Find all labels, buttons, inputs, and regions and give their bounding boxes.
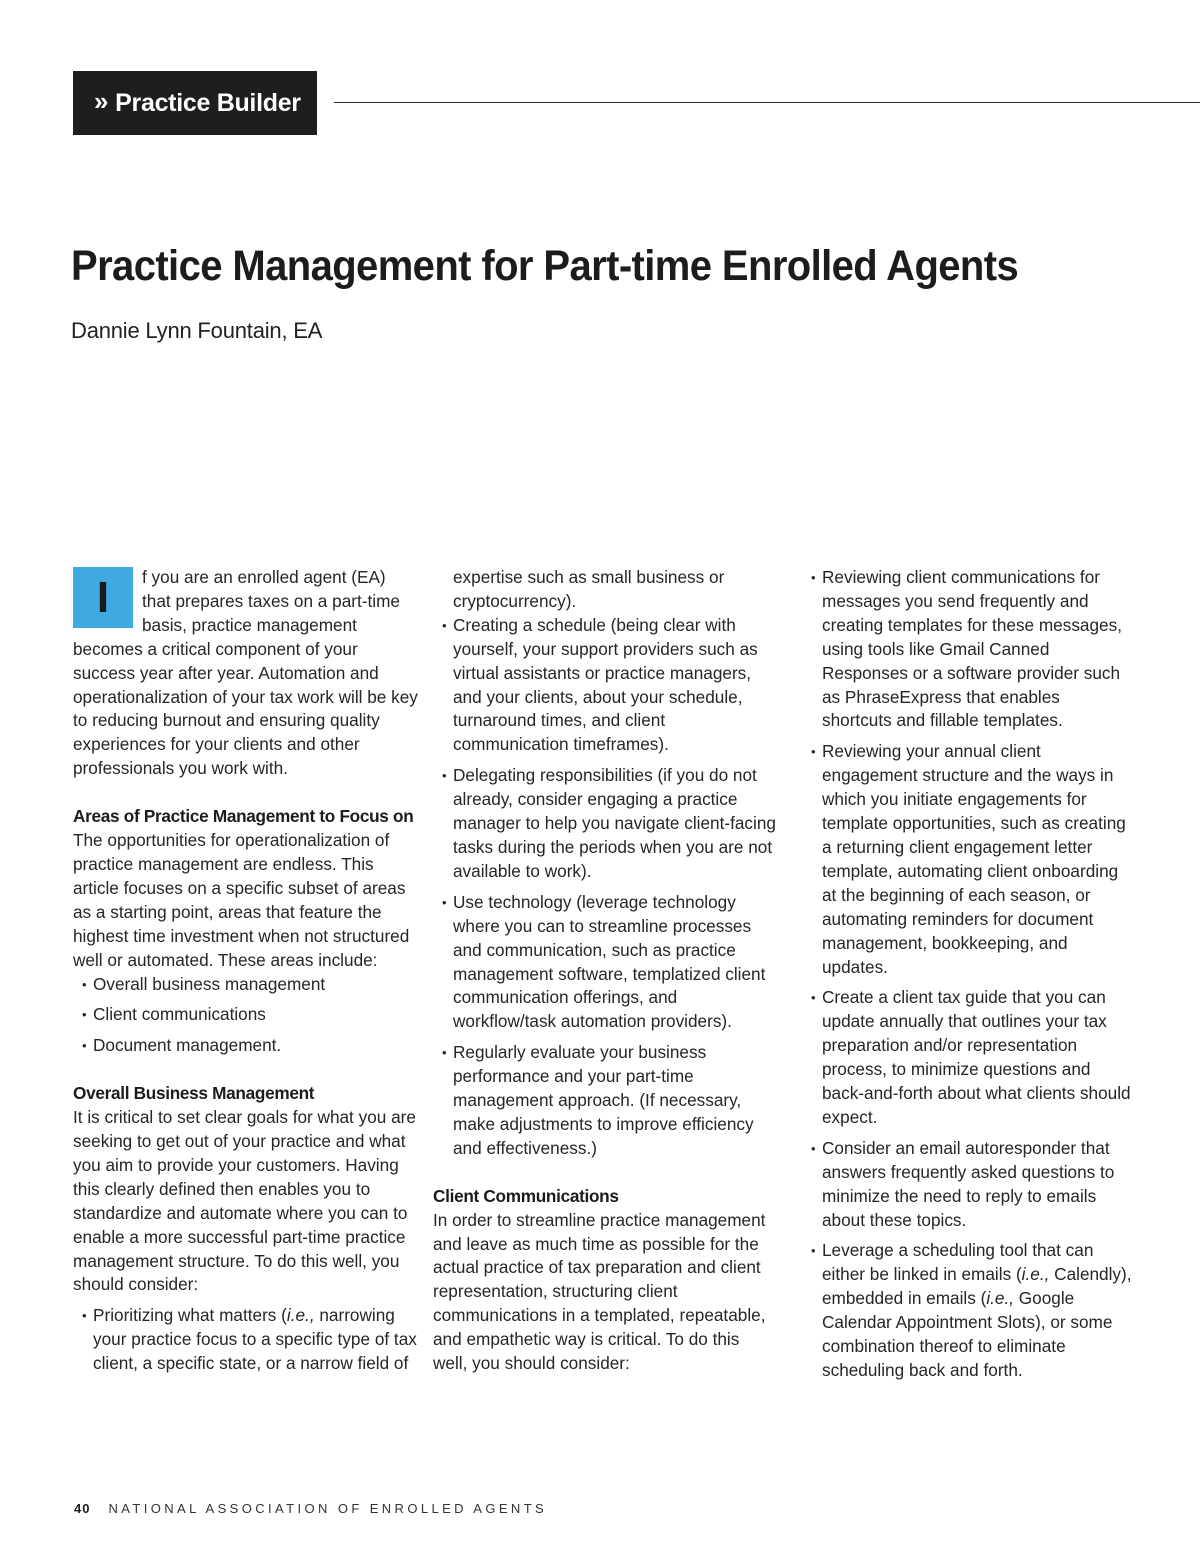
overall-business-paragraph: It is critical to set clear goals for what you are seeking to get out of your practice and what you aim to provide your customers. Having this clearly defined then enables you to standardize and automate where you can to enable a more successful part-time practice management structure. To do this well, you should consider: [73,1107,416,1295]
areas-paragraph: The opportunities for operationalization of practice management are endless. This article focuses on a specific subset of areas as a starting point, areas that feature the highest time investment when not structured well or automated. These areas include: [73,830,410,970]
publication-name: NATIONAL ASSOCIATION OF ENROLLED AGENTS [108,1501,548,1516]
bullet-icon: • [811,1243,816,1259]
bullet-icon: • [82,1007,87,1023]
article-author: Dannie Lynn Fountain, EA [71,318,323,343]
bullet-icon: • [82,976,87,992]
list-item: • Reviewing your annual client engagement structure and the ways in which you initiate engagements for template opportunities, such as creating a returning client engagement letter template, automating client onboarding at the beginning of each season, or automating reminders for document management, bookkeeping, and updates. [811,741,1126,977]
list-item: • Regularly evaluate your business performance and your part-time management approach. (If necessary, make adjustments to improve efficiency and effectiveness.) [442,1042,754,1158]
client-communications-heading: Client Communications [433,1185,619,1206]
article-column-1 [73,566,418,1383]
section-label: Practice Builder [115,88,301,117]
list-item: • Leverage a scheduling tool that can either be linked in emails (i.e., Calendly), embedded in emails (i.e., Google Calendar Appointment Slots), or some combination thereof to eliminate scheduling back and forth. [811,1240,1132,1380]
bullet-icon: • [442,894,447,910]
section-tab [73,71,317,135]
article-title: Practice Management for Part-time Enrolled Agents [71,243,1019,290]
list-item: • Overall business management [73,973,418,997]
page-number: 40 [74,1501,91,1516]
list-item-continuation: expertise such as small business or cryptocurrency). [453,567,725,611]
header-divider [334,102,1200,103]
bullet-icon: • [442,1045,447,1061]
double-chevron-right-icon: » [94,85,109,116]
areas-heading: Areas of Practice Management to Focus on [73,806,414,827]
bullet-icon: • [82,1308,87,1324]
bullet-icon: • [811,1140,816,1156]
bullet-icon: • [811,744,816,760]
list-item: • Reviewing client communications for messages you send frequently and creating templates for these messages, using tools like Gmail Canned Responses or a software provider such as PhraseExpress that enables shortcuts and fillable templates. [811,567,1122,731]
areas-list [73,973,418,1059]
page-footer [74,1501,547,1516]
list-item: • Client communications [73,1003,418,1027]
list-item: • Create a client tax guide that you can update annually that outlines your tax preparation and/or representation process, to minimize questions and back-and-forth about what clients should expect. [811,987,1131,1127]
client-communications-paragraph: In order to streamline practice management and leave as much time as possible for the actual practice of tax preparation and client representation, structuring client communications in a templated, repeatable, and empathetic way is critical. To do this well, you should consider: [433,1209,766,1374]
list-item: • Document management. [73,1034,418,1058]
client-communications-list [802,566,1132,1383]
bullet-icon: • [442,768,447,784]
list-item: • Use technology (leverage technology where you can to streamline processes and communication, such as practice management software, templatized client communication offerings, and workflow/task automation providers). [442,891,766,1032]
bullet-icon: • [811,990,816,1006]
bullet-icon: • [811,570,816,585]
list-item: • Creating a schedule (being clear with yourself, your support providers such as virtual assistants or practice managers, and your clients, about your schedule, turnaround times, and client communication timeframes). [442,614,758,755]
overall-business-list-continued [433,614,778,1161]
drop-cap: I [73,567,133,628]
intro-paragraph: f you are an enrolled agent (EA) that prepares taxes on a part-time basis, practice management becomes a critical component of your success year after year. Automation and operationalization of your tax work will be key to reducing burnout and ensuring quality experiences for your clients and other professionals you work with. [73,567,418,779]
article-column-2 [433,566,778,1376]
article-column-3 [802,566,1132,1390]
bullet-icon: • [442,617,447,633]
list-item: • Prioritizing what matters (i.e., narrowing your practice focus to a specific type of tax client, a specific state, or a narrow field of [82,1305,417,1374]
overall-business-heading: Overall Business Management [73,1083,315,1104]
list-item: • Delegating responsibilities (if you do not already, consider engaging a practice manager to help you navigate client-facing tasks during the periods when you are not available to work). [442,765,776,881]
bullet-icon: • [82,1038,87,1054]
list-item: • Consider an email autoresponder that answers frequently asked questions to minimize the need to reply to emails about these topics. [811,1137,1115,1230]
overall-business-list [73,1304,418,1376]
